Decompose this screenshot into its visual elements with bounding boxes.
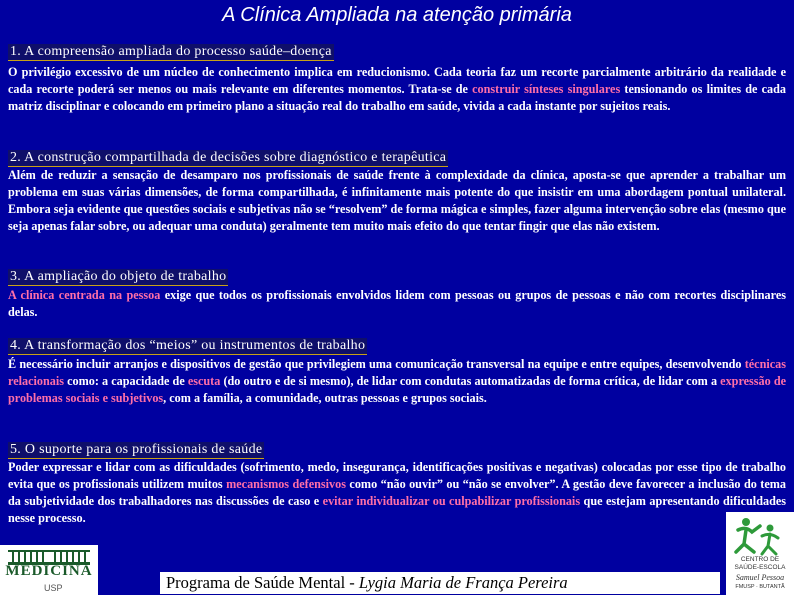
section-3-body [8, 287, 786, 321]
footer-program: Programa de Saúde Mental - [166, 573, 359, 592]
slide-title: A Clínica Ampliada na atenção primária [222, 4, 572, 26]
section-2-heading: 2. A construção compartilhada de decisões sobre diagnóstico e terapêutica [10, 150, 447, 165]
body-text: , com a família, a comunidade, outras pessoas e grupos sociais. [163, 391, 487, 405]
section-5-heading: 5. O suporte para os profissionais de saúde [10, 442, 263, 457]
body-text: exige que todos os profissionais envolvidos lidem com pessoas ou grupos de pessoas e não com recortes disciplinares delas. [8, 288, 786, 319]
logo-right-line2: SAÚDE-ESCOLA [734, 564, 786, 571]
section-1-heading: 1. A compreensão ampliada do processo saúde–doença [10, 44, 332, 59]
medicina-usp-logo [0, 545, 98, 595]
section-2-body [8, 167, 786, 235]
body-text: Poder expressar e lidar com as dificuldades (sofrimento, medo, insegurança, identificações positivas e negativas) colocadas por esse tipo de trabalho evita que os profissionais utilizem muitos [8, 460, 786, 491]
logo-right-line4: FMUSP · BUTANTÃ [735, 584, 785, 590]
highlighted-phrase: escuta [187, 374, 221, 388]
logo-right-line1: CENTRO DE [740, 556, 780, 563]
body-text: como: a capacidade de [63, 374, 188, 388]
body-text: Além de reduzir a sensação de desamparo nos profissionais de saúde frente à complexidade da clínica, aposta-se que aprender a trabalhar um problema em suas várias dimensões, de forma compartilhada, é infinitamente mais potente do que insistir em uma abordagem pontual unilateral. Embora seja evidente que questões sociais e subjetivas não se “resolvem” de forma mágica e simples, fazer alguma intervenção sobre elas (mesmo que seja apenas falar sobre, ou adequar uma conduta) geralmente tem muito mais efeito do que tentar fingir que elas não existem. [8, 168, 786, 233]
section-1-body [8, 64, 786, 115]
footer-credit [160, 572, 720, 594]
body-text: (do outro e de si mesmo), de lidar com condutas automatizadas de forma crítica, de lidar com a [220, 374, 721, 388]
body-text: É necessário incluir arranjos e dispositivos de gestão que privilegiem uma comunicação transversal na equipe e entre equipes, desenvolvendo [8, 357, 745, 371]
section-3-heading: 3. A ampliação do objeto de trabalho [10, 269, 227, 284]
section-5-body [8, 459, 786, 527]
body-text: tensionando os limites de cada matriz disciplinar e colocando em primeiro plano a situação real do trabalho em saúde, vivida a cada instante por sujeitos reais. [8, 82, 787, 113]
centro-saude-escola-logo [726, 512, 794, 595]
dancing-figures-icon [732, 516, 784, 556]
section-4-body [8, 356, 786, 407]
highlighted-phrase: mecanismos defensivos [226, 477, 346, 491]
logo-left-sub: USP [44, 583, 63, 593]
body-text: que estejam apresentando dificuldades nesse processo. [8, 494, 786, 525]
footer-author: Lygia Maria de França Pereira [358, 573, 568, 592]
highlighted-phrase: expressão de problemas sociais e subjetivos [8, 374, 787, 405]
section-4-heading: 4. A transformação dos “meios” ou instrumentos de trabalho [10, 338, 366, 353]
highlighted-phrase: evitar individualizar ou culpabilizar profissionais [322, 494, 581, 508]
highlighted-phrase: A clínica centrada na pessoa [8, 288, 161, 302]
logo-left-word: MEDICINA [5, 563, 93, 579]
highlighted-phrase: técnicas relacionais [8, 357, 786, 388]
highlighted-phrase: construir sínteses singulares [472, 82, 621, 96]
body-text: como “não ouvir” ou “não se envolver”. A gestão deve favorecer a inclusão do tema da subjetividade dos trabalhadores nas discussões de caso e [8, 477, 786, 508]
logo-right-line3: Samuel Pessoa [735, 573, 785, 582]
body-text: O privilégio excessivo de um núcleo de conhecimento implica em reducionismo. Cada teoria faz um recorte parcialmente arbitrário da realidade e cada recorte poderá ser menos ou mais relevante em diferentes momentos. Trata-se de [8, 65, 786, 96]
